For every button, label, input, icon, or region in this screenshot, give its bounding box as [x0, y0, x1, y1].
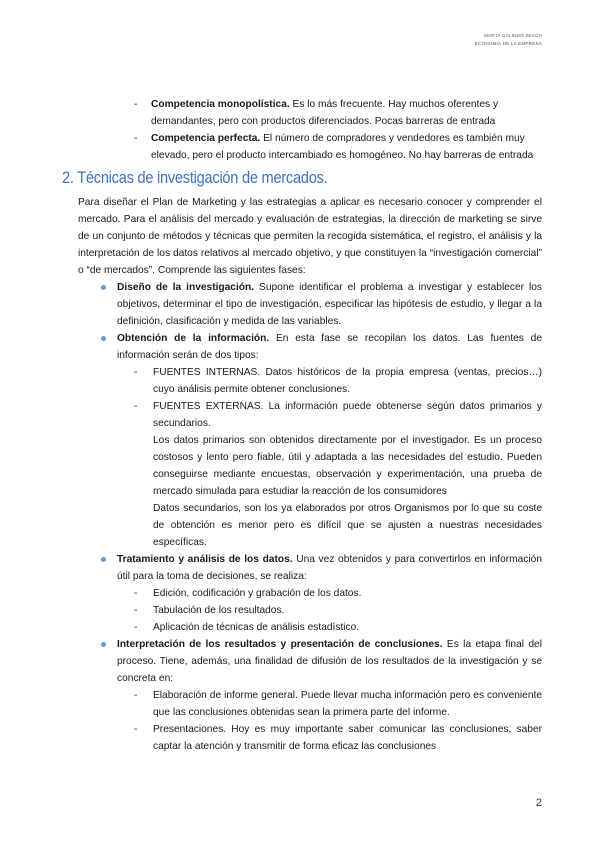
- list-item-monopolistic: [134, 96, 541, 130]
- bullet-icon: [101, 285, 106, 290]
- phase-interpretation: [117, 636, 542, 687]
- item-text: Edición, codificación y grabación de los datos.: [153, 588, 362, 599]
- list-item-presentations: [134, 721, 542, 755]
- dash-marker: -: [134, 724, 138, 735]
- primary-data-paragraph: Los datos primarios son obtenidos directamente por el investigador. Es un proceso costosos y lento pero fiable, útil y adaptada a las necesidades del estudio. Pueden conseguirse mediante encuestas, observación y experimentación, una prueba de mercado simulada para estudiar la reacción de los consumidores: [153, 435, 542, 497]
- document-body: [0, 96, 600, 755]
- list-item-external: [134, 398, 542, 432]
- dash-marker: -: [134, 401, 138, 412]
- item-text: FUENTES INTERNAS. Datos históricos de la propia empresa (ventas, precios…) cuyo análisis permite obtener conclusiones.: [153, 367, 542, 395]
- dash-marker: -: [134, 605, 138, 616]
- phase-design: [117, 279, 542, 330]
- page-header: [475, 32, 542, 48]
- phase-title: Obtención de la información.: [117, 333, 270, 344]
- dash-marker: -: [134, 690, 138, 701]
- list-item: [134, 585, 542, 602]
- section-heading: 2. Técnicas de investigación de mercados.: [62, 168, 328, 187]
- phase-obtain: [117, 330, 542, 364]
- item-text: Aplicación de técnicas de análisis estadístico.: [153, 622, 360, 633]
- header-subject: ECONOMÍA DE LA EMPRESA: [474, 41, 542, 46]
- dash-marker: -: [134, 588, 138, 599]
- phase-text: Una vez obtenidos y para convertirlos en información útil para la toma de decisiones, se realiza:: [117, 554, 542, 582]
- phase-title: Tratamiento y análisis de los datos.: [117, 554, 293, 565]
- dash-marker: -: [134, 99, 138, 110]
- header-author: MARTA GALINDO ZEACH: [484, 33, 542, 38]
- page-number: 2: [535, 797, 542, 809]
- item-title: Competencia perfecta.: [151, 133, 261, 144]
- item-text: Presentaciones. Hoy es muy importante saber comunicar las conclusiones, saber captar la atención y transmitir de forma eficaz las conclusiones: [153, 724, 542, 752]
- list-item-perfect: [134, 130, 541, 164]
- item-text: Elaboración de informe general. Puede llevar mucha información pero es conveniente que las conclusiones obtenidas sean la primera parte del informe.: [153, 690, 542, 718]
- item-text: Tabulación de los resultados.: [153, 605, 285, 616]
- dash-marker: -: [134, 133, 138, 144]
- item-text: FUENTES EXTERNAS. La información puede obtenerse según datos primarios y secundarios.: [153, 401, 542, 429]
- bullet-icon: [101, 642, 106, 647]
- dash-marker: -: [134, 622, 138, 633]
- item-title: Competencia monopolística.: [151, 99, 290, 110]
- list-item: [134, 619, 542, 636]
- item-text: Es lo más frecuente. Hay muchos oferentes y demandantes, pero con productos diferenciados. Pocas barreras de entrada: [151, 99, 499, 127]
- dash-marker: -: [134, 367, 138, 378]
- phase-text: Supone identificar el problema a investigar y establecer los objetivos, determinar el tipo de investigación, especificar las hipótesis de estudio, y llegar a la definición, clasificación y medida de las variables.: [117, 282, 543, 327]
- bullet-icon: [101, 336, 106, 341]
- secondary-data-paragraph: Datos secundarios, son los ya elaborados por otros Organismos por lo que su coste de obtención es menor pero es difícil que se ajusten a nuestras necesidades específicas.: [153, 503, 542, 548]
- phase-text: En esta fase se recopilan los datos. Las fuentes de información serán de dos tipos:: [117, 333, 542, 361]
- item-text: El número de compradores y vendedores es también muy elevado, pero el producto intercambiado es homogéneo. No hay barreras de entrada: [151, 133, 534, 161]
- phase-treatment: [117, 551, 542, 585]
- phase-title: Interpretación de los resultados y presentación de conclusiones.: [117, 639, 443, 650]
- list-item-report: [134, 687, 542, 721]
- phase-title: Diseño de la investigación.: [117, 282, 255, 293]
- bullet-icon: [101, 557, 106, 562]
- list-item-internal: [134, 364, 542, 398]
- intro-paragraph: Para diseñar el Plan de Marketing y las estrategias a aplicar es necesario conocer y comprender el mercado. Para el análisis del mercado y evaluación de estrategias, la dirección de marketing se sirve de un conjunto de métodos y técnicas que permiten la recogida sistemática, el registro, el análisis y la interpretación de los datos relativos al mercado objetivo, y que constituyen la “investigación comercial” o “de mercados”. Comprende las siguientes fases:: [78, 197, 542, 276]
- list-item: [134, 602, 542, 619]
- phase-text: Es la etapa final del proceso. Tiene, además, una finalidad de difusión de los resultados de la investigación y se concreta en:: [117, 639, 542, 684]
